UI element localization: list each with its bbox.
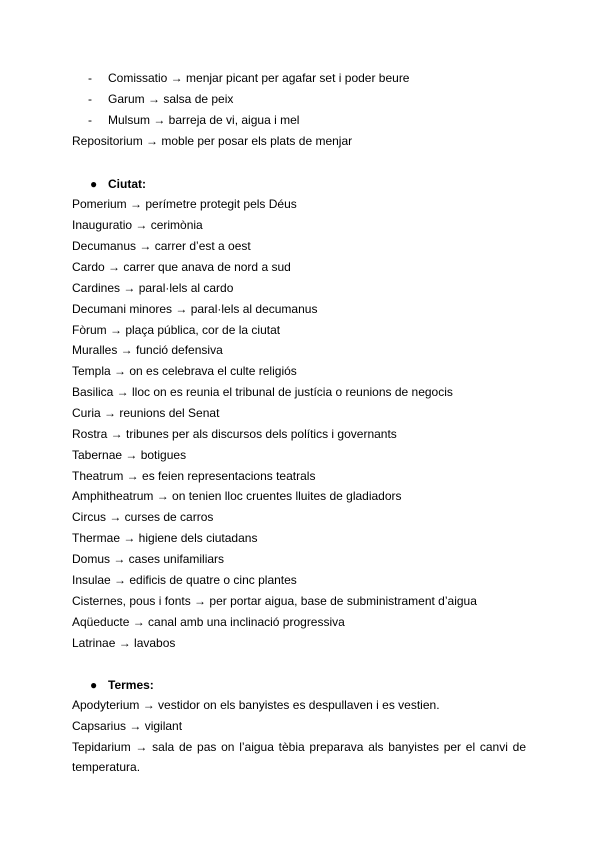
bullet-icon: ● (90, 678, 98, 692)
definition-line: Curia → reunions del Senat (72, 406, 220, 420)
definition-line: Pomerium → perímetre protegit pels Déus (72, 197, 297, 211)
definition-line: Fòrum → plaça pública, cor de la ciutat (72, 323, 281, 337)
list-item: - Comissatio → menjar picant per agafar set i poder beure (88, 71, 410, 85)
definition-line: Apodyterium → vestidor on els banyistes es despullaven i es vestien. (72, 698, 440, 712)
definition-line: Cardo → carrer que anava de nord a sud (72, 260, 291, 274)
definition-line: Thermae → higiene dels ciutadans (72, 531, 258, 545)
definition-line: Aqüeducte → canal amb una inclinació progressiva (72, 615, 345, 629)
bullet-icon: ● (90, 177, 98, 191)
definition-line: Theatrum → es feien representacions teatrals (72, 469, 316, 483)
definition-line: Repositorium → moble per posar els plats de menjar (72, 134, 353, 148)
list-item: - Garum → salsa de peix (88, 92, 234, 106)
definition-line: Decumani minores → paral·lels al decumanus (72, 302, 318, 316)
section-heading-termes: ● Termes: (90, 678, 154, 692)
definition-line: Rostra → tribunes per als discursos dels polítics i governants (72, 427, 397, 441)
definition-line: Tabernae → botigues (72, 448, 187, 462)
definition-line: Domus → cases unifamiliars (72, 552, 225, 566)
definition-line: Muralles → funció defensiva (72, 343, 223, 357)
definition-line: Circus → curses de carros (72, 510, 214, 524)
definition-line: Latrinae → lavabos (72, 636, 176, 650)
definition-line: Capsarius → vigilant (72, 719, 183, 733)
definition-line: Insulae → edificis de quatre o cinc plantes (72, 573, 297, 587)
definition-line: Cisternes, pous i fonts → per portar aigua, base de subministrament d’aigua (72, 594, 477, 608)
definition-line: Decumanus → carrer d’est a oest (72, 239, 251, 253)
definition-line: Inauguratio → cerimònia (72, 218, 203, 232)
definition-line: Amphitheatrum → on tenien lloc cruentes lluites de gladiadors (72, 489, 402, 503)
definition-paragraph: Tepidarium → sala de pas on l’aigua tèbia preparava als banyistes per el canvi de temperatura. (72, 740, 526, 774)
definition-line: Templa → on es celebrava el culte religiós (72, 364, 297, 378)
definition-line: Basilica → lloc on es reunia el tribunal de justícia o reunions de negocis (72, 385, 453, 399)
section-heading-ciutat: ● Ciutat: (90, 177, 146, 191)
definition-line: Cardines → paral·lels al cardo (72, 281, 234, 295)
list-item: - Mulsum → barreja de vi, aigua i mel (88, 113, 300, 127)
